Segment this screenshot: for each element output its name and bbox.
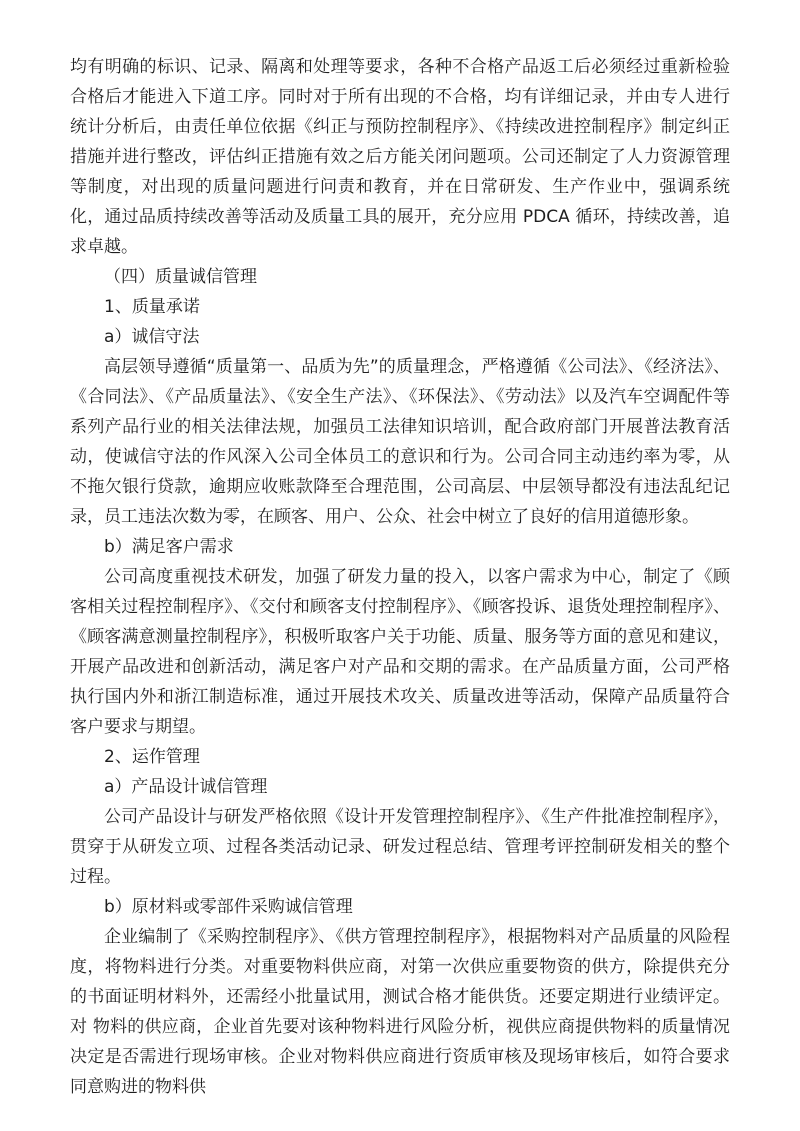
heading-a-product-design-integrity: a）产品设计诚信管理	[104, 777, 268, 797]
para-product-design-integrity: 公司产品设计与研发严格依照《设计开发管理控制程序》、《生产件批准控制程序》，贯穿于从研发立项、过程各类活动记录、研发过程总结、管理考评控制研发相关的整个过程。	[70, 807, 730, 887]
heading-1-quality-commitment: 1、质量承诺	[104, 297, 200, 317]
heading-a-integrity-and-law: a）诚信守法	[104, 327, 200, 347]
heading-section-4-quality-integrity-management: （四）质量诚信管理	[104, 267, 257, 287]
document-content	[70, 52, 730, 1102]
heading-b-meet-customer-needs: b）满足客户需求	[104, 537, 234, 557]
para-meet-customer-needs: 公司高度重视技术研发，加强了研发力量的投入，以客户需求为中心，制定了《顾客相关过程控制程序》、《交付和顾客支付控制程序》、《顾客投诉、退货处理控制程序》、《顾客满意测量控制程序》，积极听取客户关于功能、质量、服务等方面的意见和建议，开展产品改进和创新活动，满足客户对产品和交期的需求。在产品质量方面，公司严格执行国内外和浙江制造标准，通过开展技术攻关、质量改进等活动，保障产品质量符合客户要求与期望。	[70, 567, 730, 737]
para-integrity-and-law: 高层领导遵循“质量第一、品质为先”的质量理念，严格遵循《公司法》、《经济法》、《合同法》、《产品质量法》、《安全生产法》、《环保法》、《劳动法》以及汽车空调配件等系列产品行业的相关法律法规，加强员工法律知识培训，配合政府部门开展普法教育活动，使诚信守法的作风深入公司全体员工的意识和行为。公司合同主动违约率为零，从不拖欠银行贷款，逾期应收账款降至合理范围，公司高层、中层领导都没有违法乱纪记录，员工违法次数为零，在顾客、用户、公众、社会中树立了良好的信用道德形象。	[70, 357, 730, 527]
heading-b-procurement-integrity: b）原材料或零部件采购诚信管理	[104, 897, 353, 917]
para-procurement-integrity: 企业编制了《采购控制程序》、《供方管理控制程序》，根据物料对产品质量的风险程度，将物料进行分类。对重要物料供应商，对第一次供应重要物资的供方，除提供充分的书面证明材料外，还需经小批量试用，测试合格才能供货。还要定期进行业绩评定。对 物料的供应商，企业首先要对该种物料进行风险分析，视供应商提供物料的质量情况决定是否需进行现场审核。企业对物料供应商进行资质审核及现场审核后，如符合要求同意购进的物料供	[70, 927, 730, 1097]
heading-2-operation-management: 2、运作管理	[104, 747, 200, 767]
para-nonconforming-product-control: 均有明确的标识、记录、隔离和处理等要求，各种不合格产品返工后必须经过重新检验合格后才能进入下道工序。同时对于所有出现的不合格，均有详细记录，并由专人进行统计分析后，由责任单位依据《纠正与预防控制程序》、《持续改进控制程序》制定纠正措施并进行整改，评估纠正措施有效之后方能关闭问题项。公司还制定了人力资源管理等制度，对出现的质量问题进行问责和教育，并在日常研发、生产作业中，强调系统化，通过品质持续改善等活动及质量工具的展开，充分应用 PDCA 循环，持续改善，追求卓越。	[70, 57, 730, 257]
